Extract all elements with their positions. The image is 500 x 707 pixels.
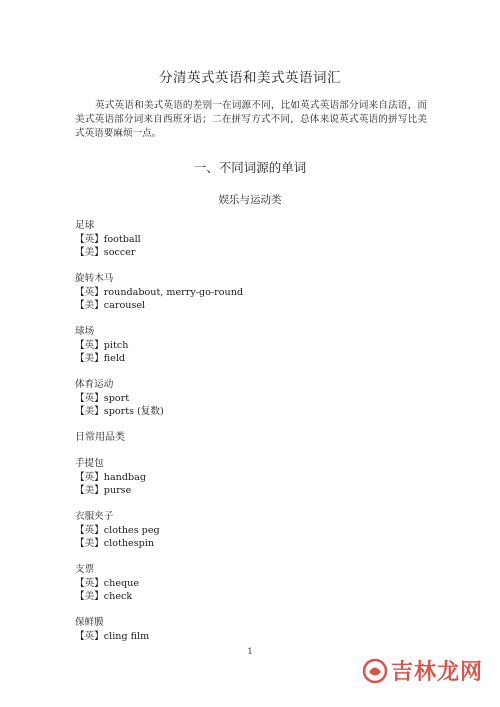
entry-word: 手提包 — [75, 458, 104, 469]
subsection-heading: 娱乐与运动类 — [218, 194, 282, 206]
vocabulary-list — [75, 219, 435, 643]
category-heading: 日常用品类 — [75, 432, 125, 443]
entry-word: 保鲜膜 — [75, 617, 104, 628]
entry-word: 支票 — [75, 564, 95, 575]
entry-american: 【美】field — [75, 353, 126, 364]
entry-word: 球场 — [75, 326, 95, 337]
entry-american: 【美】sports (复数) — [75, 406, 164, 417]
entry-word: 足球 — [75, 220, 95, 231]
entry-british: 【英】cling film — [75, 630, 150, 642]
entry-american: 【美】purse — [75, 485, 132, 496]
watermark — [362, 655, 483, 686]
entry-american: 【美】check — [75, 591, 133, 602]
entry-british: 【英】pitch — [75, 339, 129, 351]
document-title: 分清英式英语和美式英语词汇 — [159, 70, 341, 86]
entry-word: 体育运动 — [75, 379, 114, 390]
entry-american: 【美】carousel — [75, 300, 146, 311]
entry-word: 旋转木马 — [75, 273, 114, 284]
entry-british: 【英】cheque — [75, 577, 140, 589]
page-number: 1 — [247, 647, 253, 656]
section-heading: 一、不同词源的单词 — [193, 160, 307, 175]
entry-british: 【英】clothes peg — [75, 524, 160, 536]
watermark-text: 吉林龙网 — [391, 660, 484, 685]
entry-word: 衣服夹子 — [75, 511, 114, 522]
intro-paragraph: 英式英语和美式英语的差别一在词源不同，比如英式英语部分词来自法语，而美式英语部分词来自西班牙语；二在拼写方式不同，总体来说英式英语的拼写比美式英语要麻烦一点。 — [75, 100, 427, 139]
entry-british: 【英】football — [75, 233, 141, 245]
entry-american: 【美】clothespin — [75, 538, 155, 549]
watermark-logo-icon — [362, 658, 388, 684]
entry-british: 【英】roundabout, merry-go-round — [75, 286, 244, 298]
entry-american: 【美】soccer — [75, 247, 136, 258]
entry-british: 【英】sport — [75, 392, 130, 404]
entry-british: 【英】handbag — [75, 471, 147, 483]
